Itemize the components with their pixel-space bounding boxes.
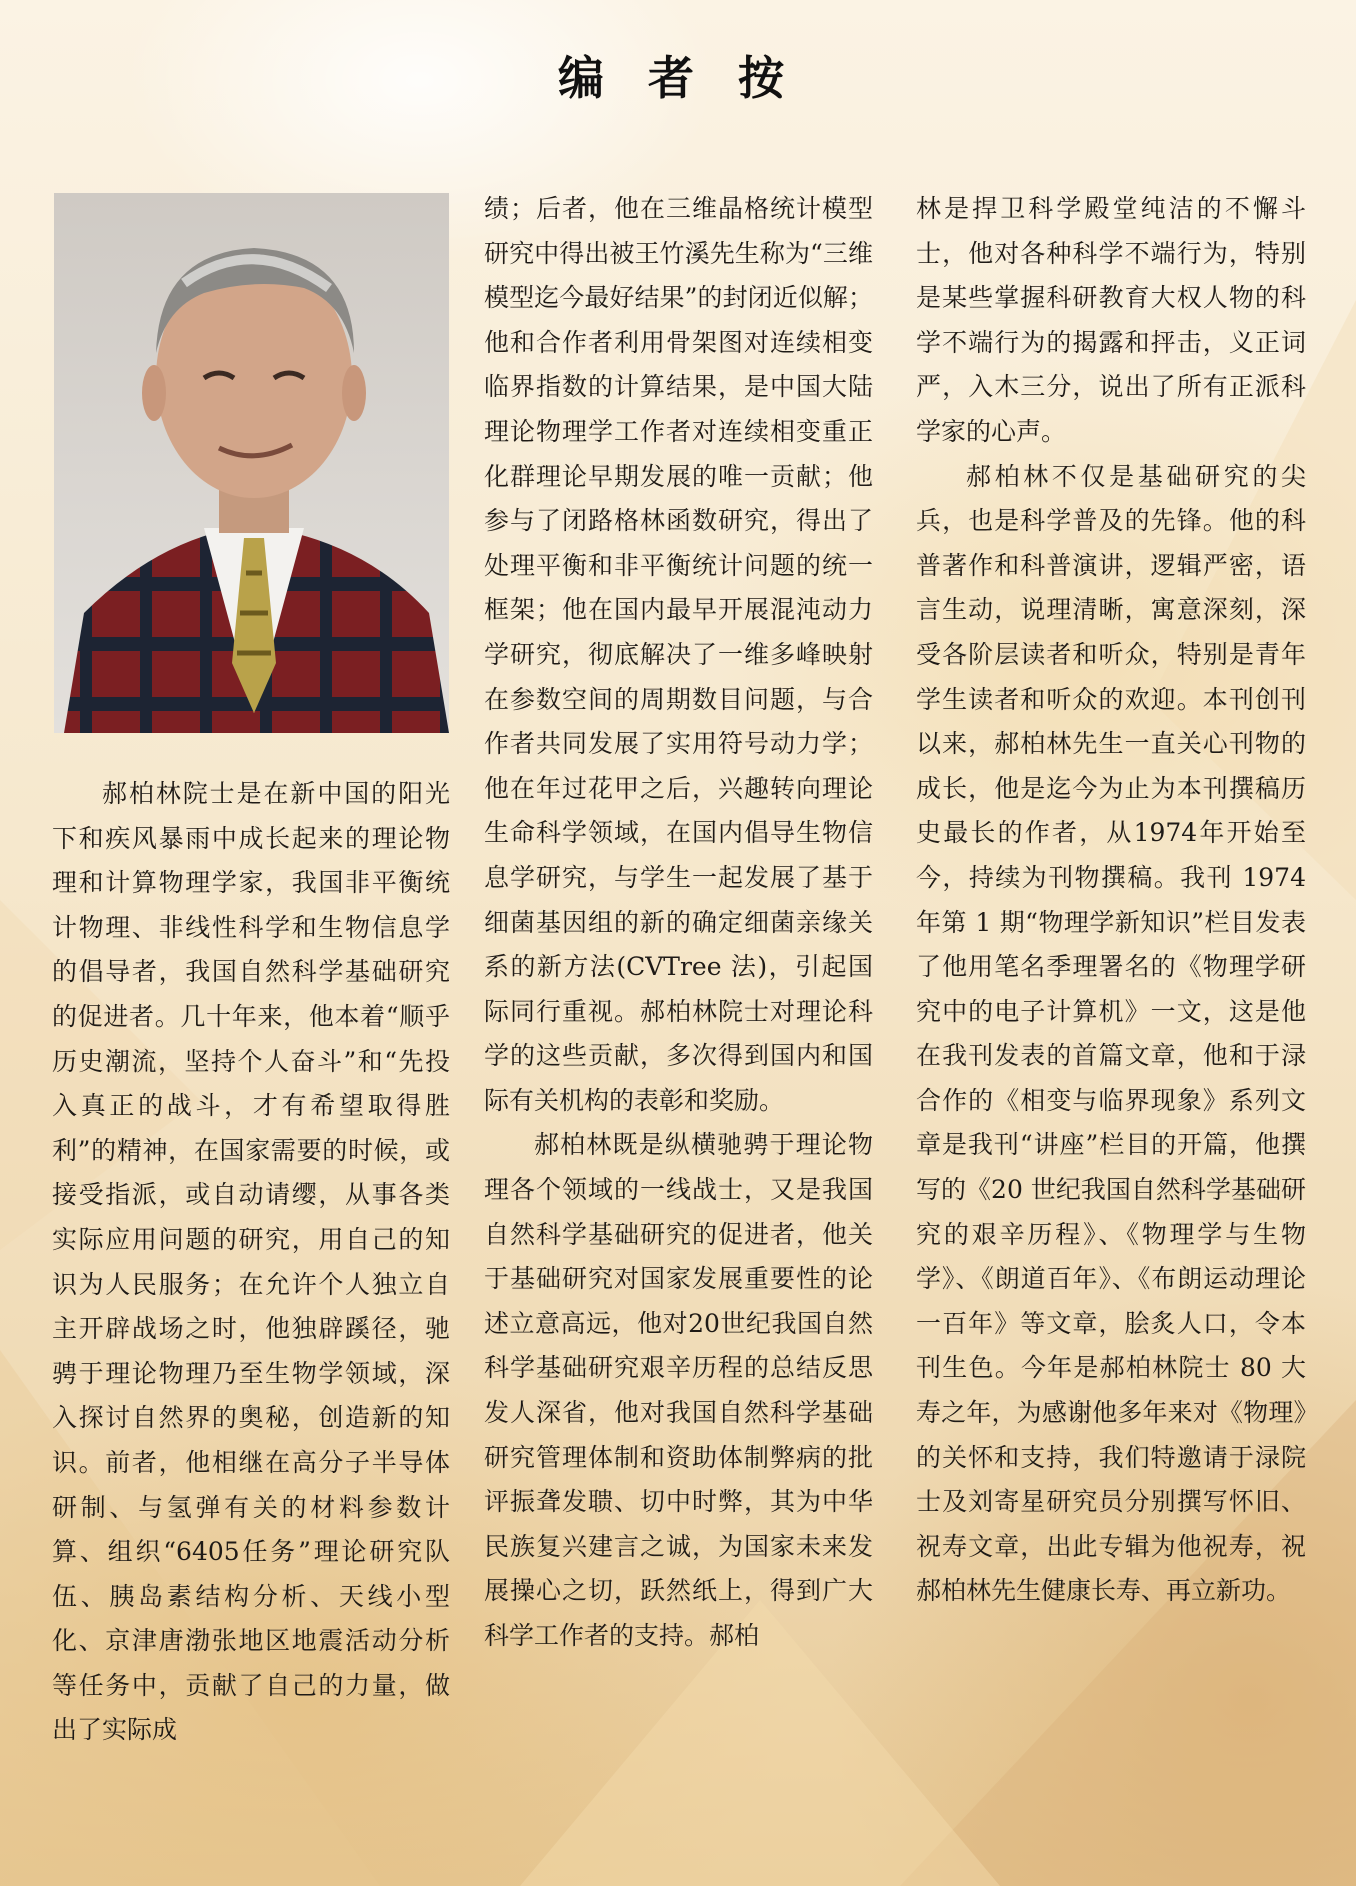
portrait-icon [54, 193, 449, 733]
text-column-1 [52, 772, 450, 1753]
text-column-2 [484, 187, 873, 1659]
paragraph: 郝柏林不仅是基础研究的尖兵，也是科学普及的先锋。他的科普著作和科普演讲，逻辑严密，语言生动，说理清晰，寓意深刻，深受各阶层读者和听众，特别是青年学生读者和听众的欢迎。本刊创刊以来，郝柏林先生一直关心刊物的成长，他是迄今为止为本刊撰稿历史最长的作者，从1974年开始至今，持续为刊物撰稿。我刊 1974 年第 1 期“物理学新知识”栏目发表了他用笔名季理署名的《物理学研究中的电子计算机》一文，这是他在我刊发表的首篇文章，他和于渌合作的《相变与临界现象》系列文章是我刊“讲座”栏目的开篇，他撰写的《20 世纪我国自然科学基础研究的艰辛历程》、《物理学与生物学》、《朗道百年》、《布朗运动理论一百年》等文章，脍炙人口，令本刊生色。今年是郝柏林院士 80 大寿之年，为感谢他多年来对《物理》的关怀和支持，我们特邀请于渌院士及刘寄星研究员分别撰写怀旧、祝寿文章，出此专辑为他祝寿，祝郝柏林先生健康长寿、再立新功。 [916, 461, 1306, 1606]
page-title: 编 者 按 [557, 51, 799, 105]
paragraph: 林是捍卫科学殿堂纯洁的不懈斗士，他对各种科学不端行为，特别是某些掌握科研教育大权人物的科学不端行为的揭露和抨击，义正词严，入木三分，说出了所有正派科学家的心声。 [916, 194, 1306, 446]
text-column-3 [916, 187, 1306, 1614]
paragraph: 郝柏林院士是在新中国的阳光下和疾风暴雨中成长起来的理论物理和计算物理学家，我国非平衡统计物理、非线性科学和生物信息学的倡导者，我国自然科学基础研究的促进者。几十年来，他本着“顺乎历史潮流，坚持个人奋斗”和“先投入真正的战斗，才有希望取得胜利”的精神，在国家需要的时候，或接受指派，或自动请缨，从事各类实际应用问题的研究，用自己的知识为人民服务；在允许个人独立自主开辟战场之时，他独辟蹊径，驰骋于理论物理乃至生物学领域，深入探讨自然界的奥秘，创造新的知识。前者，他相继在高分子半导体研制、与氢弹有关的材料参数计算、组织“6405任务”理论研究队伍、胰岛素结构分析、天线小型化、京津唐渤张地区地震活动分析等任务中，贡献了自己的力量，做出了实际成 [52, 779, 450, 1745]
paragraph: 郝柏林既是纵横驰骋于理论物理各个领域的一线战士，又是我国自然科学基础研究的促进者，他关于基础研究对国家发展重要性的论述立意高远，他对20世纪我国自然科学基础研究艰辛历程的总结反思发人深省，他对我国自然科学基础研究管理体制和资助体制弊病的批评振聋发聩、切中时弊，其为中华民族复兴建言之诚，为国家未来发展操心之切，跃然纸上，得到广大科学工作者的支持。郝柏 [484, 1130, 873, 1650]
paragraph: 绩；后者，他在三维晶格统计模型研究中得出被王竹溪先生称为“三维模型迄今最好结果”的封闭近似解；他和合作者利用骨架图对连续相变临界指数的计算结果，是中国大陆理论物理学工作者对连续相变重正化群理论早期发展的唯一贡献；他参与了闭路格林函数研究，得出了处理平衡和非平衡统计问题的统一框架；他在国内最早开展混沌动力学研究，彻底解决了一维多峰映射在参数空间的周期数目问题，与合作者共同发展了实用符号动力学；他在年过花甲之后，兴趣转向理论生命科学领域，在国内倡导生物信息学研究，与学生一起发展了基于细菌基因组的新的确定细菌亲缘关系的新方法(CVTree 法)，引起国际同行重视。郝柏林院士对理论科学的这些贡献，多次得到国内和国际有关机构的表彰和奖励。 [484, 194, 873, 1115]
portrait-photo [54, 193, 449, 733]
